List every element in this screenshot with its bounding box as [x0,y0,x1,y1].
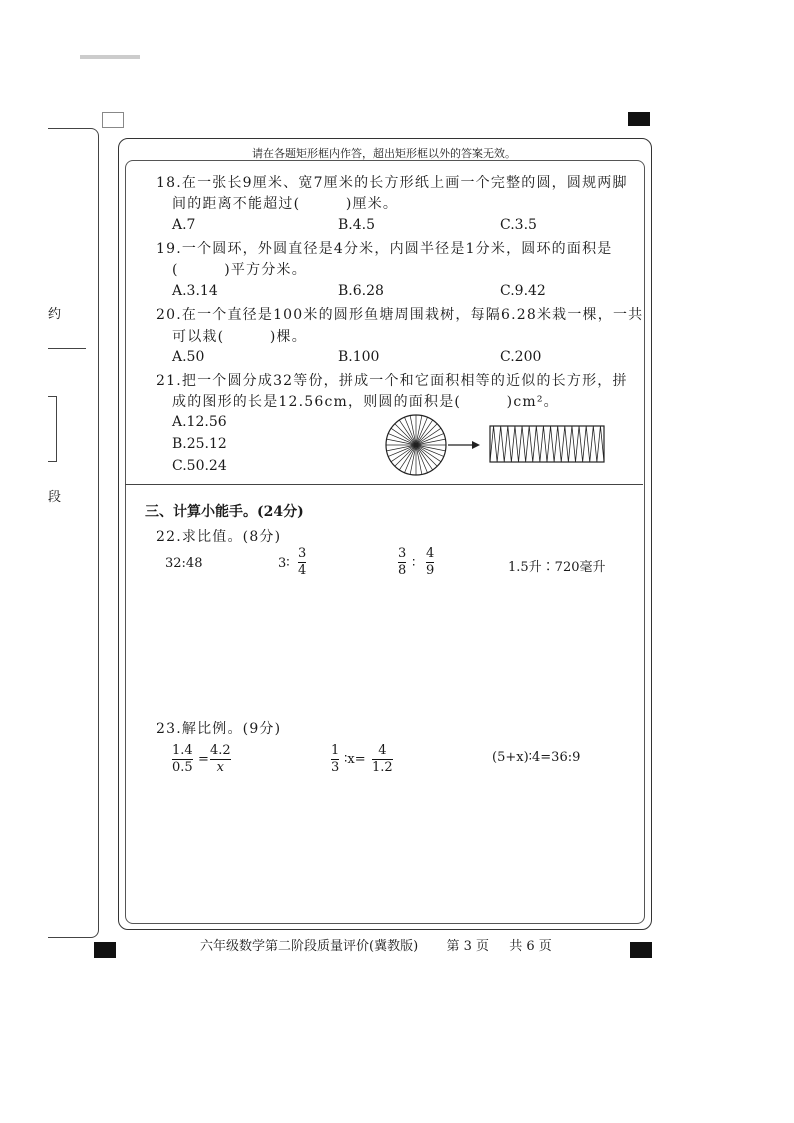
q19-line2: ( )平方分米。 [172,262,307,278]
q22-expr-3-fraction-2: 4 9 [426,546,435,578]
q21-line1: 21.把一个圆分成32等份，拼成一个和它面积相等的近似的长方形，拼 [156,373,628,389]
q20-line1: 20.在一个直径是100米的圆形鱼塘周围栽树，每隔6.28米栽一棵，一共 [156,307,644,323]
q20-option-b: B.100 [338,349,380,365]
q20-line2: 可以栽( )棵。 [172,329,307,345]
q21-figure [384,414,610,476]
corner-box [102,112,124,128]
side-bracket [48,396,57,462]
q23-expr-1-fraction-1: 1.4 0.5 [172,743,193,775]
q23-expr-2-mid: ∶x= [344,752,366,767]
q23-expr-1-fraction-2: 4.2 x [210,743,231,775]
q20-option-a: A.50 [172,349,205,365]
q23-expr-2-fraction-2: 4 1.2 [372,743,393,775]
divided-circle-icon [386,415,446,475]
q19-option-a: A.3.14 [172,283,218,299]
q19-option-b: B.6.28 [338,283,384,299]
q21-line2: 成的图形的长是12.56cm，则圆的面积是( )cm²。 [172,394,559,410]
q21-option-c: C.50.24 [172,458,227,474]
q22-expr-2-left: 3∶ [278,556,290,571]
q18-option-b: B.4.5 [338,217,376,233]
answer-notice: 请在各题矩形框内作答，超出矩形框以外的答案无效。 [252,147,516,160]
q23-expr-1-equals: = [198,752,209,767]
q18-option-a: A.7 [172,217,196,233]
q23-title: 23.解比例。(9分) [156,721,282,737]
q22-expr-1: 32:48 [165,556,203,571]
q22-title: 22.求比值。(8分) [156,529,282,545]
side-char-1: 约 [48,307,62,322]
q22-expr-3-fraction-1: 3 8 [398,546,407,578]
q22-expr-4: 1.5升∶720毫升 [508,560,606,575]
page-footer [200,935,552,954]
registration-mark-bottom-right [630,942,652,958]
registration-mark-top-right [628,112,650,126]
q23-expr-2-fraction-1: 1 3 [331,743,340,775]
arrow-icon [448,441,480,449]
scan-smudge [80,55,140,59]
q18-option-c: C.3.5 [500,217,537,233]
footer-total: 共 6 页 [509,939,552,954]
q19-option-c: C.9.42 [500,283,546,299]
registration-mark-bottom-left [94,942,116,958]
q22-expr-2-fraction: 3 4 [298,546,307,578]
side-char-2: 段 [48,490,62,505]
section3-title: 三、计算小能手。(24分) [145,504,304,520]
q18-line2: 间的距离不能超过( )厘米。 [172,196,399,212]
approx-rectangle-icon [490,426,604,462]
footer-title: 六年级数学第二阶段质量评价(冀教版) [200,939,419,954]
q19-line1: 19.一个圆环，外圆直径是4分米，内圆半径是1分米，圆环的面积是 [156,241,613,257]
binding-strip [48,128,99,938]
q21-option-a: A.12.56 [172,414,227,430]
section-divider [125,484,643,485]
footer-page: 第 3 页 [446,939,489,954]
q23-expr-3: (5+x)∶4=36:9 [492,750,581,765]
q21-option-b: B.25.12 [172,436,227,452]
q22-expr-3-colon: ∶ [412,556,416,571]
side-line [48,348,86,349]
q20-option-c: C.200 [500,349,542,365]
q18-line1: 18.在一张长9厘米、宽7厘米的长方形纸上画一个完整的圆，圆规两脚 [156,175,628,191]
